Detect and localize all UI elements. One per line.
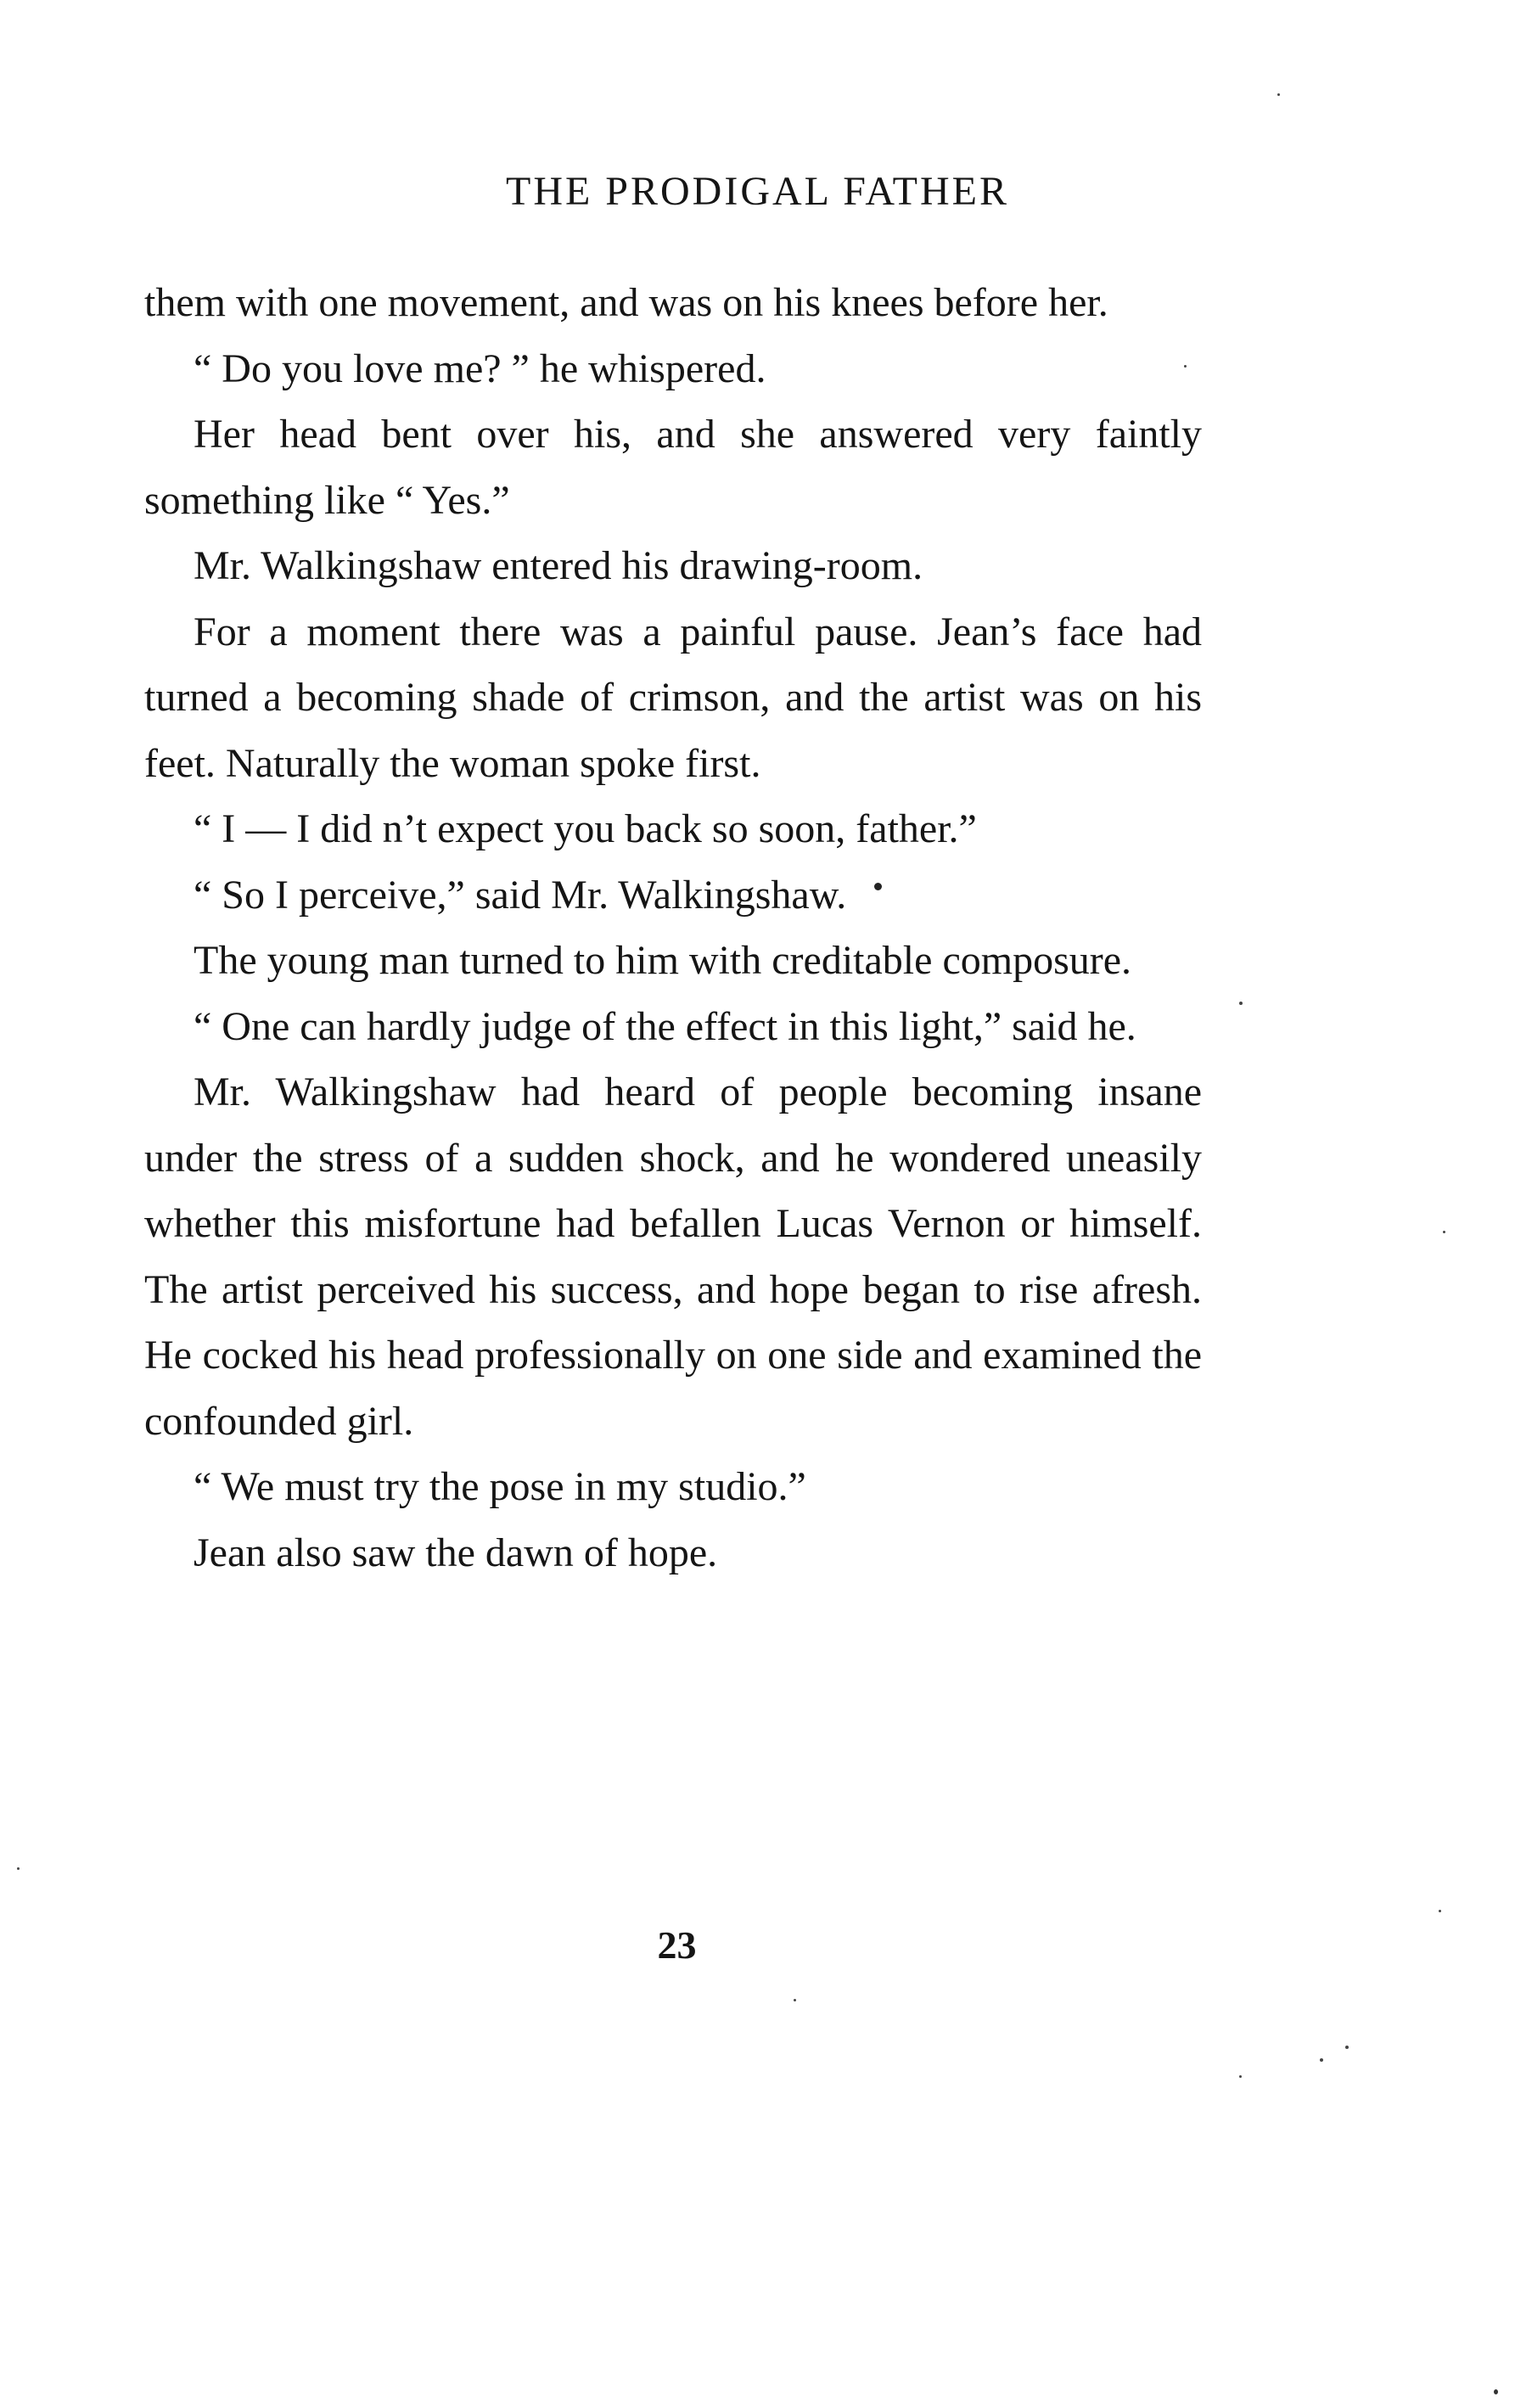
- scan-speck: [1320, 2058, 1323, 2062]
- scan-speck: [1443, 1231, 1445, 1233]
- paragraph-2: “ Do you love me? ” he whispered.: [194, 345, 766, 391]
- paragraph-1: them with one movement, and was on his knees before her.: [144, 280, 1108, 325]
- paragraph-12: Jean also saw the dawn of hope.: [194, 1530, 718, 1575]
- paragraph-4: Mr. Walkingshaw entered his drawing-room.: [194, 543, 923, 588]
- paragraph-8: The young man turned to him with creditable composure.: [194, 938, 1132, 983]
- scan-speck: [794, 1999, 796, 2001]
- running-head: THE PRODIGAL FATHER: [506, 169, 1009, 214]
- scan-speck: [1239, 1002, 1243, 1005]
- scan-speck: [1239, 2075, 1242, 2078]
- scan-speck: [1277, 93, 1280, 96]
- paragraph-9: “ One can hardly judge of the effect in this light,” said he.: [194, 1003, 1136, 1049]
- scan-speck: [17, 1867, 20, 1870]
- page-number: 23: [657, 1923, 697, 1967]
- scan-speck: [1439, 1910, 1441, 1912]
- scan-speck: [1494, 2389, 1498, 2394]
- paragraph-10: Mr. Walkingshaw had heard of people becoming insane under the stress of a sudden shock, and he wondered uneasily whether this misfortune had befallen Lucas Vernon or himself. The artist perceived his success, and hope began to rise afresh. He cocked his head professionally on one side and examined the confounded girl.: [144, 1069, 1202, 1444]
- scan-speck: [1184, 365, 1187, 368]
- paragraph-7: “ So I perceive,” said Mr. Walkingshaw.: [194, 872, 847, 918]
- paragraph-5: For a moment there was a painful pause. Jean’s face had turned a becoming shade of crimson, and the artist was on his feet. Naturally the woman spoke first.: [144, 609, 1202, 786]
- scan-speck: [874, 883, 882, 890]
- scan-speck: [1345, 2046, 1349, 2049]
- paragraph-11: “ We must try the pose in my studio.”: [194, 1464, 806, 1509]
- paragraph-6: “ I — I did n’t expect you back so soon, father.”: [194, 806, 977, 851]
- body-text: [144, 270, 1202, 1586]
- paragraph-3: Her head bent over his, and she answered very faintly something like “ Yes.”: [144, 412, 1202, 523]
